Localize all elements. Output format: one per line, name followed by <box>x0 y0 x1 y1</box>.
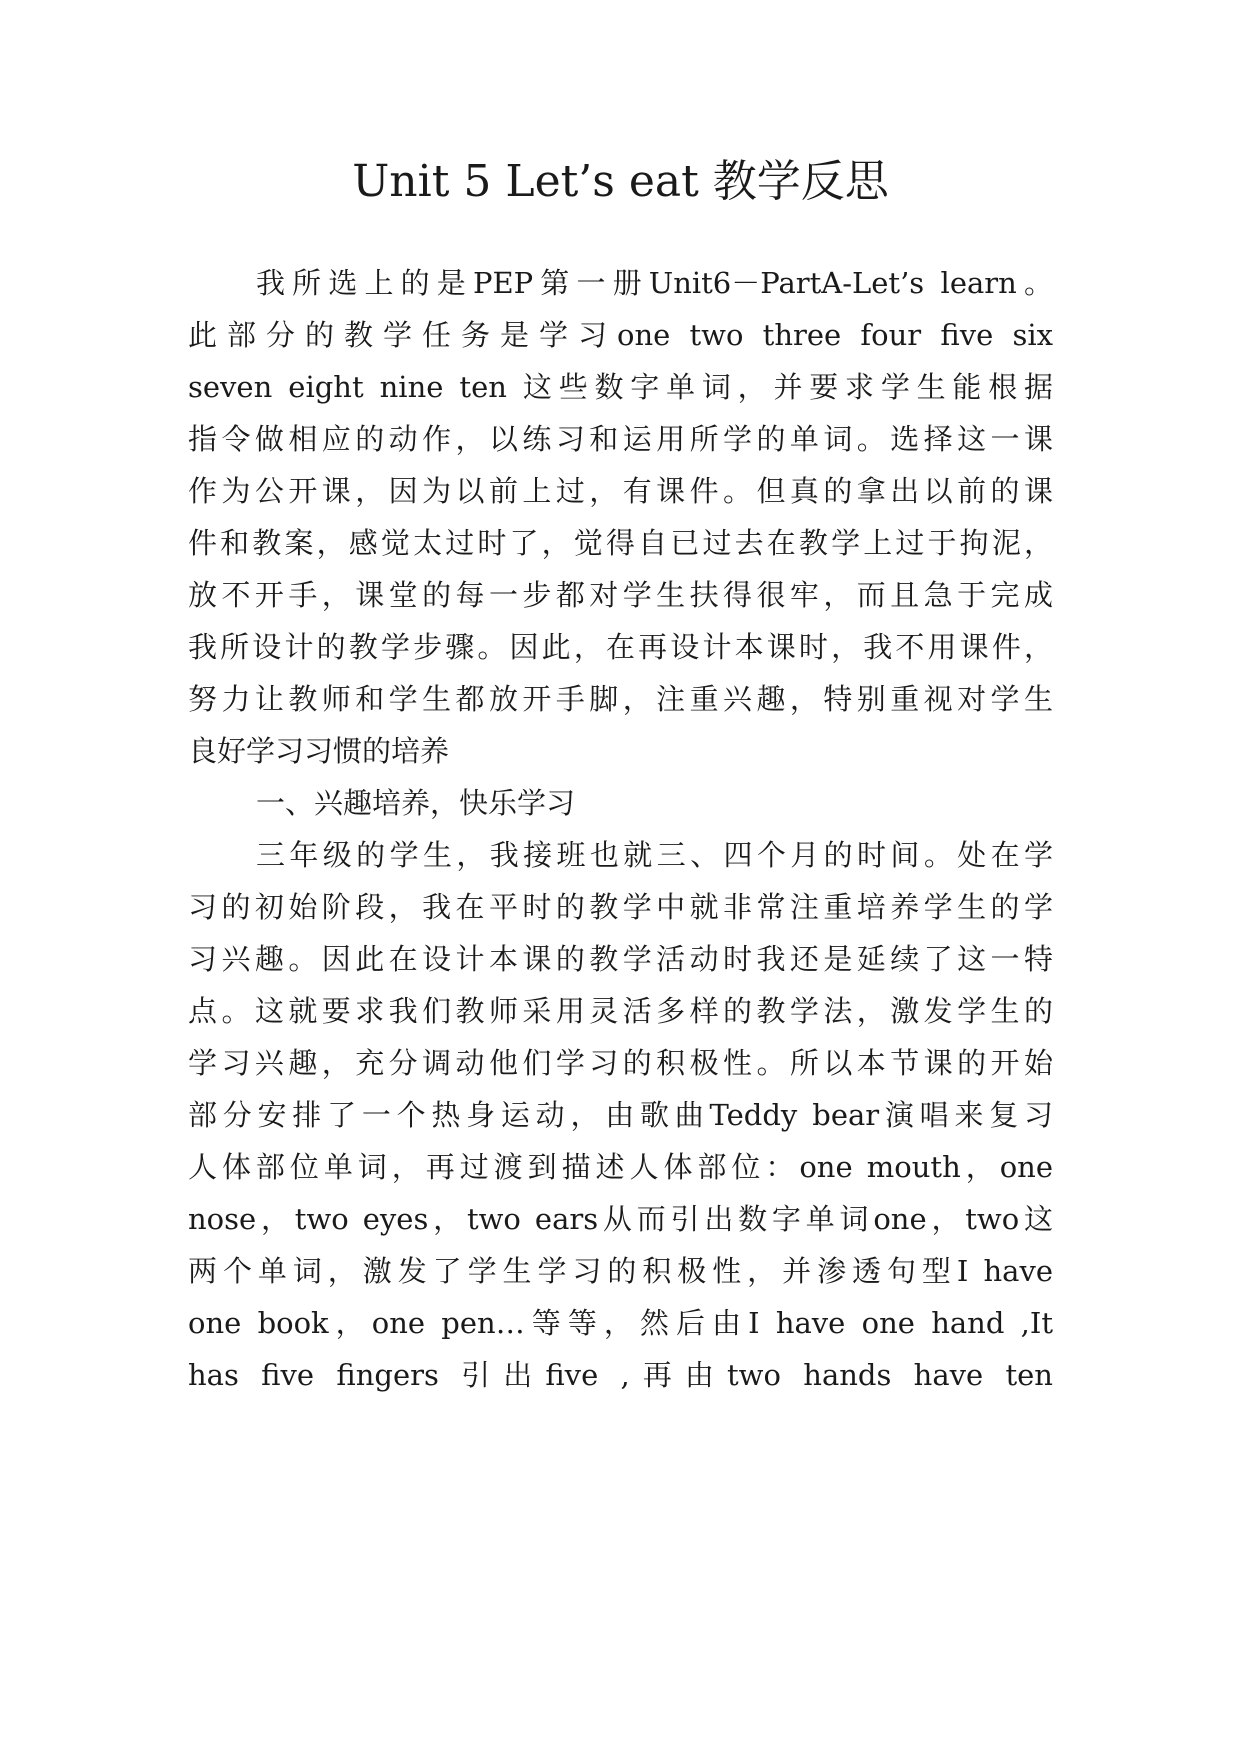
paragraph-2-line-5: 学习兴趣，充分调动他们学习的积极性。所以本节课的开始 <box>188 1046 1053 1080</box>
paragraph-1-line-8: 我所设计的教学步骤。因此，在再设计本课时，我不用课件， <box>188 630 1053 664</box>
paragraph-2-line-10: one book，one pen…等等，然后由I have one hand ,It <box>188 1306 1053 1340</box>
paragraph-1-line-10: 良好学习习惯的培养 <box>188 734 450 768</box>
paragraph-2-line-1: 三年级的学生，我接班也就三、四个月的时间。处在学 <box>256 838 1053 872</box>
paragraph-2-line-4: 点。这就要求我们教师采用灵活多样的教学法，激发学生的 <box>188 994 1053 1028</box>
paragraph-1-line-2: 此部分的教学任务是学习one two three four five six <box>188 318 1053 352</box>
paragraph-2-line-7: 人体部位单词，再过渡到描述人体部位：one mouth，one <box>188 1150 1053 1184</box>
paragraph-2-line-2: 习的初始阶段，我在平时的教学中就非常注重培养学生的学 <box>188 890 1053 924</box>
paragraph-1-line-3: seven eight nine ten 这些数字单词，并要求学生能根据 <box>188 370 1053 404</box>
paragraph-1-line-1: 我所选上的是PEP第一册Unit6－PartA-Let’s learn。 <box>256 266 1053 300</box>
paragraph-2-line-8: nose，two eyes，two ears从而引出数字单词one，two这 <box>188 1202 1053 1236</box>
paragraph-2-line-9: 两个单词，激发了学生学习的积极性，并渗透句型I have <box>188 1254 1053 1288</box>
section-heading-1: 一、兴趣培养，快乐学习 <box>256 786 576 820</box>
paragraph-2-line-3: 习兴趣。因此在设计本课的教学活动时我还是延续了这一特 <box>188 942 1053 976</box>
paragraph-1-line-9: 努力让教师和学生都放开手脚，注重兴趣，特别重视对学生 <box>188 682 1053 716</box>
document-title: Unit 5 Let’s eat 教学反思 <box>352 156 889 207</box>
paragraph-2-line-6: 部分安排了一个热身运动，由歌曲Teddy bear演唱来复习 <box>188 1098 1053 1132</box>
paragraph-1-line-6: 件和教案，感觉太过时了，觉得自已过去在教学上过于拘泥， <box>188 526 1053 560</box>
paragraph-1-line-5: 作为公开课，因为以前上过，有课件。但真的拿出以前的课 <box>188 474 1053 508</box>
paragraph-1-line-7: 放不开手，课堂的每一步都对学生扶得很牢，而且急于完成 <box>188 578 1053 612</box>
paragraph-2-line-11: has five fingers 引出five ,再由two hands have ten <box>188 1358 1053 1392</box>
paragraph-1-line-4: 指令做相应的动作，以练习和运用所学的单词。选择这一课 <box>188 422 1053 456</box>
